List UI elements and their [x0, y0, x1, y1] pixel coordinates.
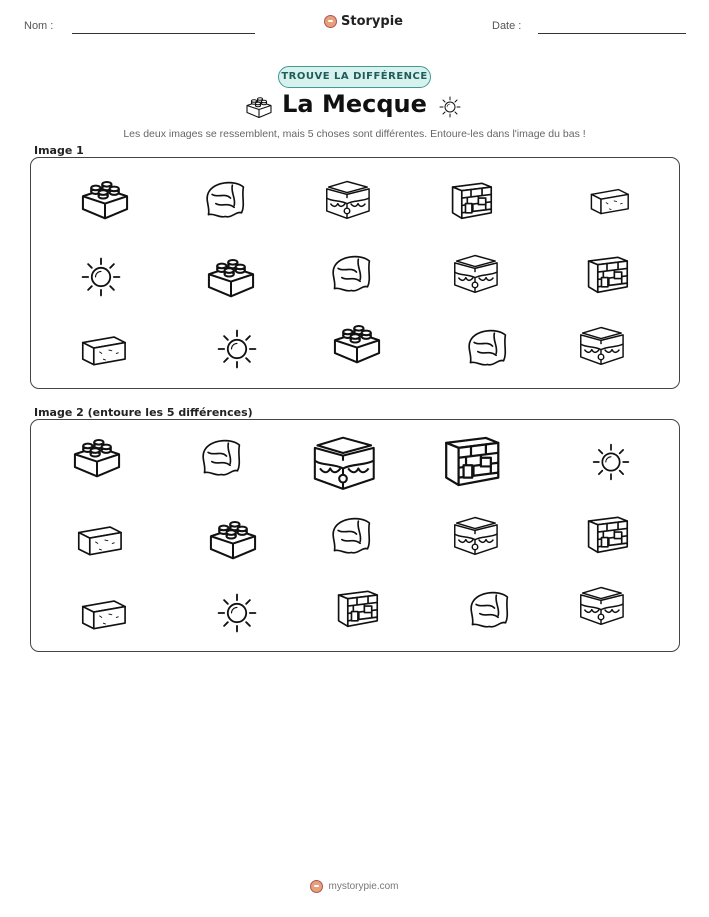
stone-house-icon	[579, 250, 635, 296]
page-title: La Mecque	[282, 90, 427, 118]
lego-brick-icon[interactable]	[69, 434, 125, 480]
stone-block-icon[interactable]	[71, 516, 127, 562]
sun-icon	[209, 326, 265, 372]
kaaba-icon[interactable]	[573, 582, 629, 628]
instructions-text: Les deux images se ressemblent, mais 5 choses sont différentes. Entoure-les dans l'image du bas !	[123, 128, 586, 140]
footer-site: mystorypie.com	[328, 881, 399, 892]
lego-brick-icon[interactable]	[205, 516, 261, 562]
sun-icon[interactable]	[209, 590, 265, 636]
sun-icon[interactable]	[585, 440, 637, 484]
name-line[interactable]	[72, 33, 255, 34]
draped-cloth-icon[interactable]	[323, 512, 379, 558]
kaaba-icon	[447, 250, 503, 296]
draped-cloth-icon[interactable]	[193, 434, 249, 480]
stone-house-icon[interactable]	[329, 584, 385, 630]
lego-brick-icon	[203, 254, 259, 300]
date-label: Date :	[492, 20, 522, 32]
stone-house-icon	[443, 176, 499, 222]
stone-block-icon[interactable]	[75, 590, 131, 636]
date-line[interactable]	[538, 33, 686, 34]
kaaba-icon[interactable]	[447, 512, 503, 558]
sun-icon	[435, 94, 465, 120]
draped-cloth-icon	[323, 250, 379, 296]
kaaba-icon[interactable]	[301, 430, 385, 494]
draped-cloth-icon	[197, 176, 253, 222]
image2-panel[interactable]	[30, 419, 680, 652]
lego-brick-icon	[329, 320, 385, 366]
name-label: Nom :	[24, 20, 54, 32]
brand-logo	[324, 14, 403, 29]
footer	[0, 880, 709, 893]
image1-label: Image 1	[34, 144, 84, 157]
stone-house-icon[interactable]	[433, 428, 509, 490]
image1-panel	[30, 157, 680, 389]
stone-block-icon	[75, 326, 131, 372]
storypie-mascot-icon	[324, 15, 337, 28]
brand-name: Storypie	[341, 14, 403, 29]
kaaba-icon	[319, 176, 375, 222]
lego-brick-icon	[77, 176, 133, 222]
storypie-mascot-icon	[310, 880, 323, 893]
stone-block-icon	[583, 180, 635, 220]
draped-cloth-icon	[459, 324, 515, 370]
stone-house-icon[interactable]	[579, 510, 635, 556]
draped-cloth-icon[interactable]	[461, 586, 517, 632]
image2-label: Image 2 (entoure les 5 différences)	[34, 406, 253, 419]
activity-badge: TROUVE LA DIFFÉRENCE	[278, 66, 431, 88]
kaaba-icon	[573, 322, 629, 368]
sun-icon	[73, 254, 129, 300]
